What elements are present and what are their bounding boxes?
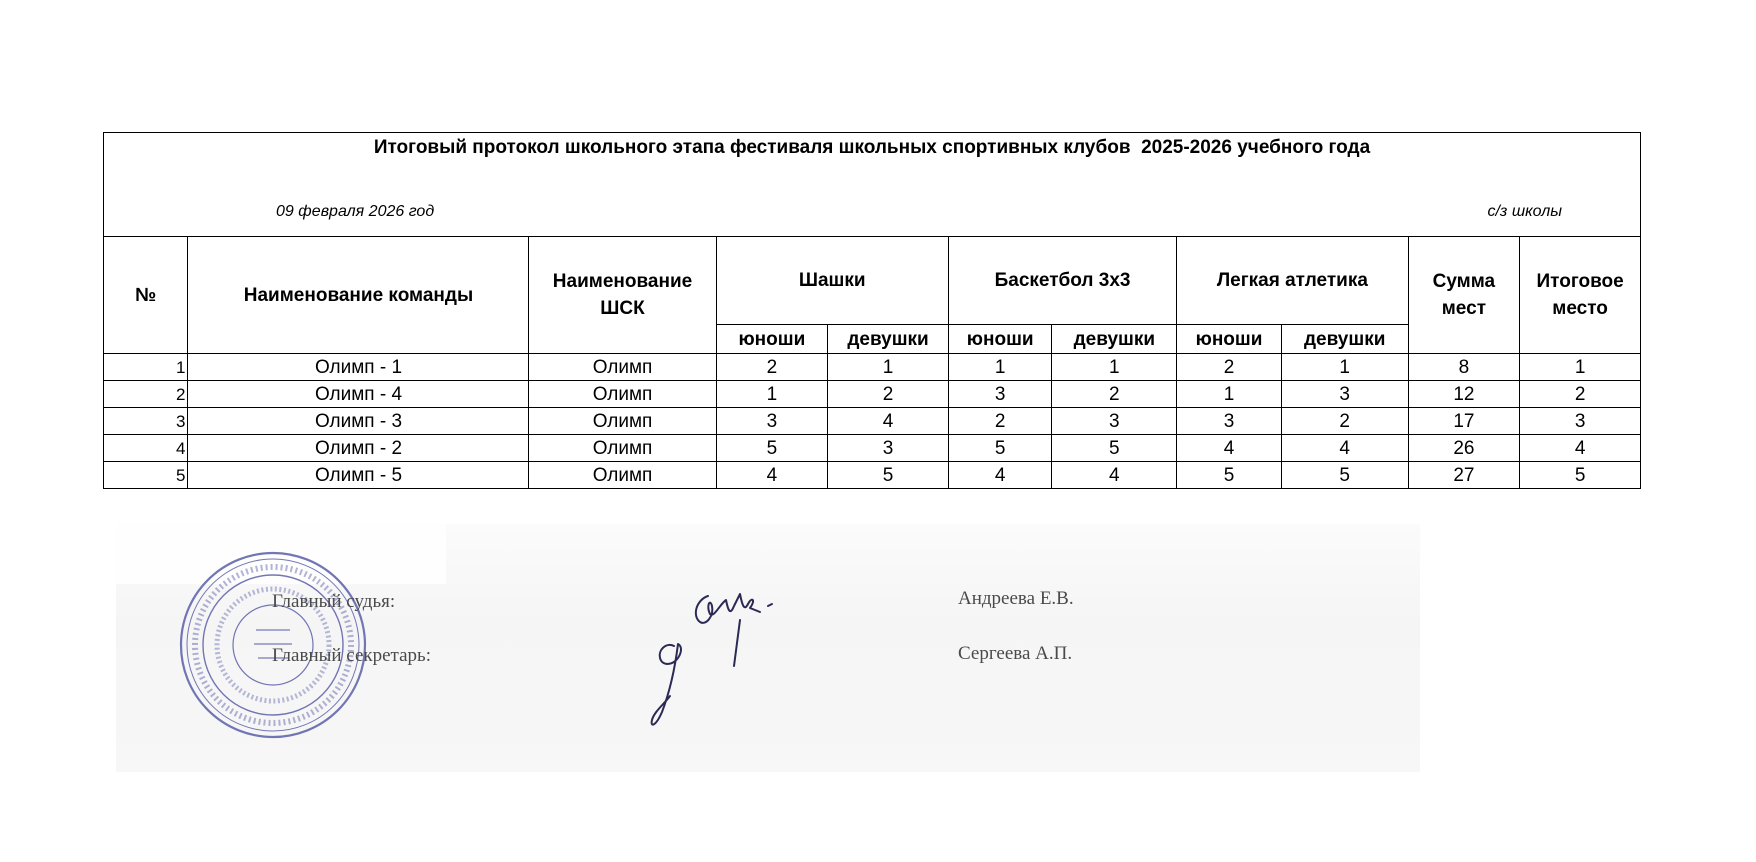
club-name: Олимп: [529, 435, 716, 462]
col-header-sum: Сумма мест: [1408, 237, 1520, 354]
athletics-boys: 3: [1177, 408, 1282, 435]
final-place: 4: [1520, 435, 1641, 462]
chief-secretary-label: Главный секретарь:: [272, 645, 431, 666]
handwritten-signature: [648, 586, 798, 736]
checkers-girls: 5: [828, 462, 949, 489]
col-header-basketball-boys: юноши: [948, 325, 1052, 354]
basketball-girls: 2: [1052, 381, 1177, 408]
checkers-girls: 2: [828, 381, 949, 408]
athletics-boys: 1: [1177, 381, 1282, 408]
team-name: Олимп - 3: [188, 408, 529, 435]
checkers-boys: 2: [716, 354, 828, 381]
chief-judge-name: Андреева Е.В.: [958, 588, 1074, 609]
table-row: [104, 462, 1641, 489]
table-row: [104, 354, 1641, 381]
checkers-girls: 4: [828, 408, 949, 435]
places-sum: 26: [1408, 435, 1520, 462]
checkers-boys: 4: [716, 462, 828, 489]
athletics-boys: 2: [1177, 354, 1282, 381]
team-name: Олимп - 2: [188, 435, 529, 462]
places-sum: 12: [1408, 381, 1520, 408]
checkers-girls: 1: [828, 354, 949, 381]
row-number: 2: [104, 381, 188, 408]
basketball-boys: 5: [948, 435, 1052, 462]
col-header-checkers-girls: девушки: [828, 325, 949, 354]
col-header-checkers-boys: юноши: [716, 325, 828, 354]
basketball-boys: 3: [948, 381, 1052, 408]
final-place: 3: [1520, 408, 1641, 435]
row-number: 4: [104, 435, 188, 462]
col-header-club: Наименование ШСК: [529, 237, 716, 354]
table-row: [104, 408, 1641, 435]
col-header-checkers: Шашки: [716, 237, 948, 325]
club-name: Олимп: [529, 408, 716, 435]
places-sum: 8: [1408, 354, 1520, 381]
athletics-girls: 3: [1281, 381, 1408, 408]
athletics-girls: 2: [1281, 408, 1408, 435]
team-name: Олимп - 5: [188, 462, 529, 489]
basketball-boys: 1: [948, 354, 1052, 381]
club-name: Олимп: [529, 462, 716, 489]
basketball-girls: 3: [1052, 408, 1177, 435]
final-place: 2: [1520, 381, 1641, 408]
col-header-athletics-girls: девушки: [1281, 325, 1408, 354]
basketball-girls: 4: [1052, 462, 1177, 489]
row-number: 1: [104, 354, 188, 381]
results-table: [103, 236, 1641, 489]
col-header-basketball: Баскетбол 3х3: [948, 237, 1176, 325]
team-name: Олимп - 4: [188, 381, 529, 408]
table-row: [104, 381, 1641, 408]
row-number: 5: [104, 462, 188, 489]
event-venue: с/з школы: [1487, 203, 1562, 220]
col-header-number: №: [104, 237, 188, 354]
basketball-girls: 1: [1052, 354, 1177, 381]
checkers-girls: 3: [828, 435, 949, 462]
protocol-title: Итоговый протокол школьного этапа фестиваля школьных спортивных клубов 2025-2026 учебного года: [373, 137, 1371, 158]
col-header-athletics: Легкая атлетика: [1177, 237, 1408, 325]
team-name: Олимп - 1: [188, 354, 529, 381]
club-name: Олимп: [529, 381, 716, 408]
row-number: 3: [104, 408, 188, 435]
athletics-boys: 4: [1177, 435, 1282, 462]
chief-judge-label: Главный судья:: [272, 591, 396, 612]
header-row: [104, 237, 1641, 325]
checkers-boys: 3: [716, 408, 828, 435]
chief-secretary-name: Сергеева А.П.: [958, 643, 1073, 664]
checkers-boys: 1: [716, 381, 828, 408]
athletics-girls: 1: [1281, 354, 1408, 381]
final-place: 5: [1520, 462, 1641, 489]
protocol-header: [103, 132, 1641, 236]
table-row: [104, 435, 1641, 462]
athletics-boys: 5: [1177, 462, 1282, 489]
places-sum: 17: [1408, 408, 1520, 435]
club-name: Олимп: [529, 354, 716, 381]
athletics-girls: 5: [1281, 462, 1408, 489]
basketball-girls: 5: [1052, 435, 1177, 462]
col-header-athletics-boys: юноши: [1177, 325, 1282, 354]
basketball-boys: 2: [948, 408, 1052, 435]
basketball-boys: 4: [948, 462, 1052, 489]
athletics-girls: 4: [1281, 435, 1408, 462]
col-header-final-place: Итоговое место: [1520, 237, 1641, 354]
col-header-team: Наименование команды: [188, 237, 529, 354]
final-place: 1: [1520, 354, 1641, 381]
places-sum: 27: [1408, 462, 1520, 489]
event-date: 09 февраля 2026 год: [276, 203, 435, 220]
checkers-boys: 5: [716, 435, 828, 462]
col-header-basketball-girls: девушки: [1052, 325, 1177, 354]
